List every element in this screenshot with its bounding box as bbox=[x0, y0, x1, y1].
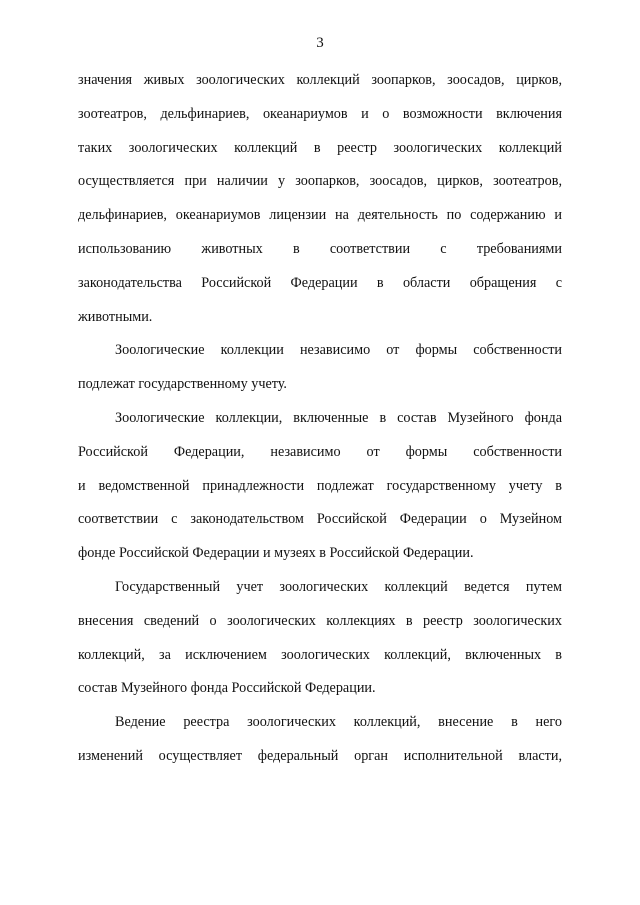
text-line: животными. bbox=[78, 308, 153, 325]
text-line: зоотеатров, дельфинариев, океанариумов и о возможности включения bbox=[78, 105, 562, 122]
paragraph-4 bbox=[78, 571, 562, 706]
text-line: и ведомственной принадлежности подлежат государственному учету в bbox=[78, 477, 562, 494]
text-line: использованию животных в соответствии с требованиями bbox=[78, 240, 562, 257]
text-line: Российской Федерации, независимо от формы собственности bbox=[78, 443, 562, 460]
text-line: дельфинариев, океанариумов лицензии на деятельность по содержанию и bbox=[78, 207, 562, 224]
text-line: коллекций, за исключением зоологических коллекций, включенных в bbox=[78, 646, 562, 663]
text-line: фонде Российской Федерации и музеях в Российской Федерации. bbox=[78, 545, 474, 562]
text-line: подлежат государственному учету. bbox=[78, 376, 287, 393]
text-line: законодательства Российской Федерации в области обращения с bbox=[78, 274, 562, 291]
text-line: значения живых зоологических коллекций зоопарков, зоосадов, цирков, bbox=[78, 72, 562, 88]
paragraph-3 bbox=[78, 402, 562, 571]
paragraph-1 bbox=[78, 64, 562, 334]
paragraph-5 bbox=[78, 706, 562, 774]
document-body bbox=[78, 64, 562, 774]
text-line: Зоологические коллекции, включенные в состав Музейного фонда bbox=[115, 409, 562, 426]
page-number: 3 bbox=[316, 35, 324, 51]
text-line: Ведение реестра зоологических коллекций, внесение в него bbox=[115, 714, 562, 731]
text-line: Государственный учет зоологических коллекций ведется путем bbox=[115, 578, 562, 595]
paragraph-2 bbox=[78, 334, 562, 402]
text-line: внесения сведений о зоологических коллекциях в реестр зоологических bbox=[78, 612, 562, 629]
text-line: изменений осуществляет федеральный орган исполнительной власти, bbox=[78, 747, 562, 764]
text-line: состав Музейного фонда Российской Федерации. bbox=[78, 680, 376, 697]
text-line: таких зоологических коллекций в реестр зоологических коллекций bbox=[78, 139, 562, 156]
text-line: осуществляется при наличии у зоопарков, зоосадов, цирков, зоотеатров, bbox=[78, 173, 562, 190]
text-line: Зоологические коллекции независимо от формы собственности bbox=[115, 342, 562, 359]
text-line: соответствии с законодательством Российской Федерации о Музейном bbox=[78, 511, 562, 528]
